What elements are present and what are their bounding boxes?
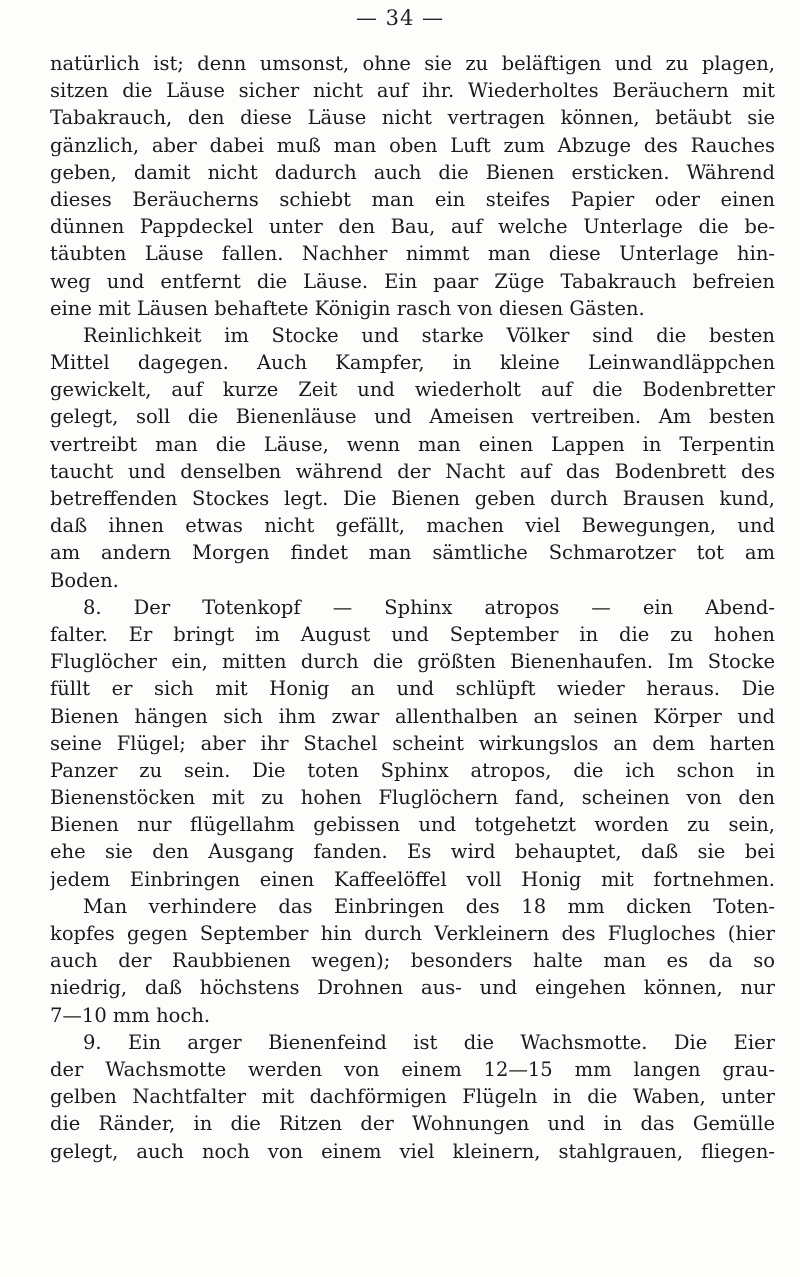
text-line: Bienen hängen sich ihm zwar allenthalben an seinen Körper und bbox=[50, 704, 775, 728]
text-line: täubten Läuse fallen. Nachher nimmt man diese Unterlage hin- bbox=[50, 242, 775, 266]
text-line: daß ihnen etwas nicht gefällt, machen viel Bewegungen, und bbox=[50, 514, 775, 538]
text-line: gänzlich, aber dabei muß man oben Luft zum Abzuge des Rauches bbox=[50, 133, 775, 157]
text-line: Fluglöcher ein, mitten durch die größten Bienenhaufen. Im Stocke bbox=[50, 650, 775, 674]
text-line: gewickelt, auf kurze Zeit und wiederholt auf die Bodenbretter bbox=[50, 378, 775, 402]
text-line: weg und entfernt die Läuse. Ein paar Züge Tabakrauch befreien bbox=[50, 269, 775, 293]
page-number: — 34 — bbox=[355, 6, 445, 30]
text-line: Boden. bbox=[50, 568, 119, 592]
text-line: Mittel dagegen. Auch Kampfer, in kleine Leinwandläppchen bbox=[50, 351, 775, 375]
text-line: 8. Der Totenkopf — Sphinx atropos — ein Abend- bbox=[83, 595, 775, 619]
text-line: gelegt, soll die Bienenläuse und Ameisen vertreiben. Am besten bbox=[50, 405, 775, 429]
text-line: eine mit Läusen behaftete Königin rasch von diesen Gästen. bbox=[50, 296, 645, 320]
text-line: Bienen nur flügellahm gebissen und totgehetzt worden zu sein, bbox=[50, 813, 775, 837]
text-line: seine Flügel; aber ihr Stachel scheint wirkungslos an dem harten bbox=[50, 731, 775, 755]
text-line: Bienenstöcken mit zu hohen Fluglöchern fand, scheinen von den bbox=[50, 786, 775, 810]
text-line: auch der Raubbienen wegen); besonders halte man es da so bbox=[50, 949, 775, 973]
text-line: jedem Einbringen einen Kaffeelöffel voll Honig mit fortnehmen. bbox=[50, 867, 775, 891]
text-line: Tabakrauch, den diese Läuse nicht vertragen können, betäubt sie bbox=[50, 106, 775, 130]
text-line: 9. Ein arger Bienenfeind ist die Wachsmotte. Die Eier bbox=[83, 1030, 775, 1054]
text-line: die Ränder, in die Ritzen der Wohnungen und in das Gemülle bbox=[50, 1112, 775, 1136]
body-text bbox=[50, 50, 775, 1165]
text-line: taucht und denselben während der Nacht auf das Bodenbrett des bbox=[50, 459, 775, 483]
text-line: kopfes gegen September hin durch Verkleinern des Flugloches (hier bbox=[50, 922, 775, 945]
text-line: Man verhindere das Einbringen des 18 mm dicken Toten- bbox=[83, 894, 775, 918]
text-line: füllt er sich mit Honig an und schlüpft wieder heraus. Die bbox=[50, 677, 775, 701]
text-line: sitzen die Läuse sicher nicht auf ihr. Wiederholtes Beräuchern mit bbox=[50, 79, 775, 103]
text-line: natürlich ist; denn umsonst, ohne sie zu beläftigen und zu plagen, bbox=[50, 52, 775, 75]
text-line: dünnen Pappdeckel unter den Bau, auf welche Unterlage die be- bbox=[50, 215, 775, 239]
text-line: gelben Nachtfalter mit dachförmigen Flügeln in die Waben, unter bbox=[50, 1085, 775, 1109]
text-line: ehe sie den Ausgang fanden. Es wird behauptet, daß sie bei bbox=[50, 840, 775, 864]
text-line: niedrig, daß höchstens Drohnen aus- und eingehen können, nur bbox=[50, 976, 775, 1000]
text-line: Reinlichkeit im Stocke und starke Völker sind die besten bbox=[83, 323, 775, 347]
text-line: Panzer zu sein. Die toten Sphinx atropos, die ich schon in bbox=[50, 758, 775, 782]
text-line: betreffenden Stockes legt. Die Bienen geben durch Brausen kund, bbox=[50, 487, 775, 510]
text-line: 7—10 mm hoch. bbox=[50, 1003, 211, 1027]
text-line: vertreibt man die Läuse, wenn man einen Lappen in Terpentin bbox=[50, 432, 775, 456]
text-line: gelegt, auch noch von einem viel kleinern, stahlgrauen, fliegen- bbox=[50, 1139, 775, 1163]
text-line: falter. Er bringt im August und September in die zu hohen bbox=[50, 622, 775, 646]
text-line: der Wachsmotte werden von einem 12—15 mm langen grau- bbox=[50, 1057, 775, 1081]
text-line: dieses Beräucherns schiebt man ein steifes Papier oder einen bbox=[50, 187, 775, 211]
text-line: am andern Morgen findet man sämtliche Schmarotzer tot am bbox=[50, 541, 775, 565]
text-line: geben, damit nicht dadurch auch die Bienen ersticken. Während bbox=[50, 160, 775, 184]
